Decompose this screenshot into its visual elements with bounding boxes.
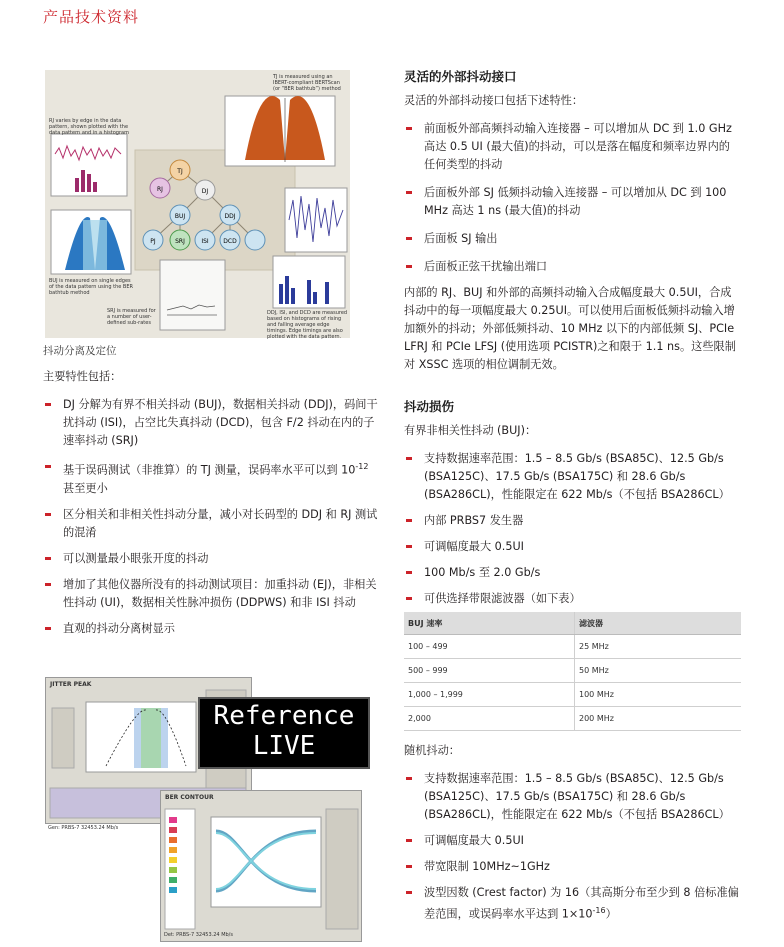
- feature-text: DJ 分解为有界不相关抖动 (BUJ)，数据相关抖动 (DDJ)，码间干扰抖动 (ISI)，占空比失真抖动 (DCD)，包含 F/2 抖动在内的子速率抖动 (SRJ): [63, 398, 378, 447]
- left-column: [43, 368, 380, 638]
- feature-text: 区分相关和非相关性抖动分量，减小对长码型的 DDJ 和 RJ 测试的混淆: [63, 507, 378, 539]
- jitter-separation-figure: [45, 70, 350, 338]
- list-item: 可调幅度最大 0.5UI: [404, 832, 741, 850]
- table-cell: 200 MHz: [575, 707, 742, 731]
- right-column: [404, 68, 741, 608]
- ber-contour-plot: [161, 791, 361, 941]
- buj-intro: 有界非相关性抖动 (BUJ)：: [404, 424, 537, 437]
- reference-live-display: [198, 697, 370, 769]
- feature-item: [43, 506, 380, 542]
- table-header-row: [404, 612, 741, 635]
- table-cell: 2,000: [404, 707, 575, 731]
- annotation-ddj: DDJ, ISI, and DCD are measured based on histograms of rising and falling average edge timings. Edge timings are also plotted with the data pattern.: [267, 310, 348, 340]
- list-item: 后面板 SJ 输出: [404, 230, 741, 248]
- feature-item: [43, 396, 380, 450]
- list-item: 带宽限制 10MHz~1GHz: [404, 858, 741, 876]
- feature-text: 可以测量最小眼张开度的抖动: [63, 551, 209, 565]
- table-cell: 25 MHz: [575, 635, 742, 659]
- list-item: 100 Mb/s 至 2.0 Gb/s: [404, 564, 741, 582]
- feature-text-tail: 甚至更小: [63, 481, 108, 495]
- annotation-tj: TJ is measured using an IBERT-compliant BERTScan (or “BER bathtub”) method: [273, 74, 341, 92]
- table-header-cell: BUJ 速率: [404, 612, 575, 635]
- feature-item: [43, 458, 380, 498]
- section-heading-jitter-impairment: 抖动损伤: [404, 399, 455, 414]
- table-cell: 1,000 – 1,999: [404, 683, 575, 707]
- node-ddj: DDJ: [224, 213, 236, 220]
- feature-item: [43, 576, 380, 612]
- feature-exponent: -12: [355, 462, 369, 471]
- annotation-buj: BUJ is measured on single edges of the data pattern using the BER bathtub method: [49, 278, 133, 296]
- list-item: 可调幅度最大 0.5UI: [404, 538, 741, 556]
- list-item: [404, 884, 741, 924]
- page-header-title: 产品技术资料: [43, 8, 140, 26]
- list-item-exponent: -16: [592, 906, 606, 915]
- figure1-caption: 抖动分离及定位: [43, 345, 117, 357]
- feature-text: 基于误码测试（非推算）的 TJ 测量，误码率水平可以到 10: [63, 463, 356, 477]
- node-buj: BUJ: [174, 213, 186, 220]
- annotation-rj: RJ varies by edge in the data pattern, shown plotted with the data pattern and in a histogram: [49, 118, 129, 136]
- table-cell: 50 MHz: [575, 659, 742, 683]
- external-jitter-paragraph: 内部的 RJ、BUJ 和外部的高频抖动输入合成幅度最大 0.5UI，合成抖动中的每一项幅度最大 0.25UI。可以使用后面板低频抖动输入增加额外的抖动；外部低频抖动、10 MHz 以下的内部低频 SJ、PCIe LFRJ 和 PCIe LFSJ (使用选项 PCISTR)之和限于 1.1 ns。这些限制对 XSSC 选项的相位调制无效。: [404, 286, 736, 371]
- features-list: [43, 396, 380, 638]
- ber-contour-screenshot: [160, 790, 362, 942]
- ber-contour-title: BER CONTOUR: [165, 794, 214, 801]
- list-item: 后面板正弦干扰输出端口: [404, 258, 741, 276]
- external-jitter-list: [404, 120, 741, 276]
- table-cell: 100 MHz: [575, 683, 742, 707]
- feature-item: [43, 550, 380, 568]
- jitter-peak-title: JITTER PEAK: [50, 681, 92, 688]
- table-row: [404, 659, 741, 683]
- section-heading-external-jitter: 灵活的外部抖动接口: [404, 69, 517, 84]
- node-isi: ISI: [201, 238, 209, 245]
- table-row: [404, 683, 741, 707]
- random-jitter-list: [404, 770, 741, 924]
- table-row: [404, 707, 741, 731]
- list-item: 可供选择带限滤波器（如下表）: [404, 590, 741, 608]
- table-header-cell: 滤波器: [575, 612, 742, 635]
- list-item-tail: ）: [605, 907, 617, 921]
- buj-filter-table: [404, 612, 741, 731]
- feature-text: 直观的抖动分离树显示: [63, 621, 175, 635]
- external-jitter-intro: 灵活的外部抖动接口包括下述特性：: [404, 94, 584, 107]
- node-tj: TJ: [177, 168, 183, 175]
- node-rj: RJ: [157, 186, 163, 193]
- status-gen: Gen: PRBS-7 32453.24 Mb/s: [48, 825, 119, 831]
- live-label: LIVE: [252, 731, 316, 761]
- table-cell: 500 – 999: [404, 659, 575, 683]
- node-srj: SRJ: [175, 238, 185, 245]
- feature-item: [43, 620, 380, 638]
- list-item: 后面板外部 SJ 低频抖动输入连接器 – 可以增加从 DC 到 100 MHz 高达 1 ns (最大值)的抖动: [404, 184, 741, 220]
- table-row: [404, 635, 741, 659]
- reference-label: Reference: [213, 701, 355, 731]
- feature-text: 增加了其他仪器所没有的抖动测试项目：加重抖动 (EJ)，非相关性抖动 (UI)，数据相关性脉冲损伤 (DDPWS) 和非 ISI 抖动: [63, 577, 377, 609]
- annotation-srj: SRJ is measured for a number of user-defined sub-rates: [107, 308, 156, 326]
- random-jitter-section: [404, 742, 741, 924]
- node-dcd: DCD: [223, 238, 237, 245]
- list-item: 支持数据速率范围：1.5 – 8.5 Gb/s (BSA85C)、12.5 Gb/s (BSA125C)、17.5 Gb/s (BSA175C) 和 28.6 Gb/s (BSA286CL)，性能限定在 622 Mb/s（不包括 BSA286CL）: [404, 770, 741, 824]
- list-item-text: 波型因数 (Crest factor) 为 16（其高斯分布至少到 8 倍标准偏差范围，或误码率水平达到 1×10: [424, 886, 739, 921]
- jitter-tree-graphic: [45, 70, 350, 338]
- table-cell: 100 – 499: [404, 635, 575, 659]
- list-item: 支持数据速率范围：1.5 – 8.5 Gb/s (BSA85C)、12.5 Gb/s (BSA125C)、17.5 Gb/s (BSA175C) 和 28.6 Gb/s (BSA286CL)，性能限定在 622 Mb/s（不包括 BSA286CL）: [404, 450, 741, 504]
- list-item: 内部 PRBS7 发生器: [404, 512, 741, 530]
- features-intro: 主要特性包括：: [43, 370, 122, 383]
- random-jitter-intro: 随机抖动：: [404, 744, 460, 757]
- buj-list: [404, 450, 741, 608]
- node-dj: DJ: [201, 188, 209, 195]
- node-pj: PJ: [150, 238, 156, 245]
- list-item: 前面板外部高频抖动输入连接器 – 可以增加从 DC 到 1.0 GHz 高达 0.5 UI (最大值)的抖动，可以是落在幅度和频率边界内的任何类型的抖动: [404, 120, 741, 174]
- status-det: Det: PRBS-7 32453.24 Mb/s: [164, 932, 233, 938]
